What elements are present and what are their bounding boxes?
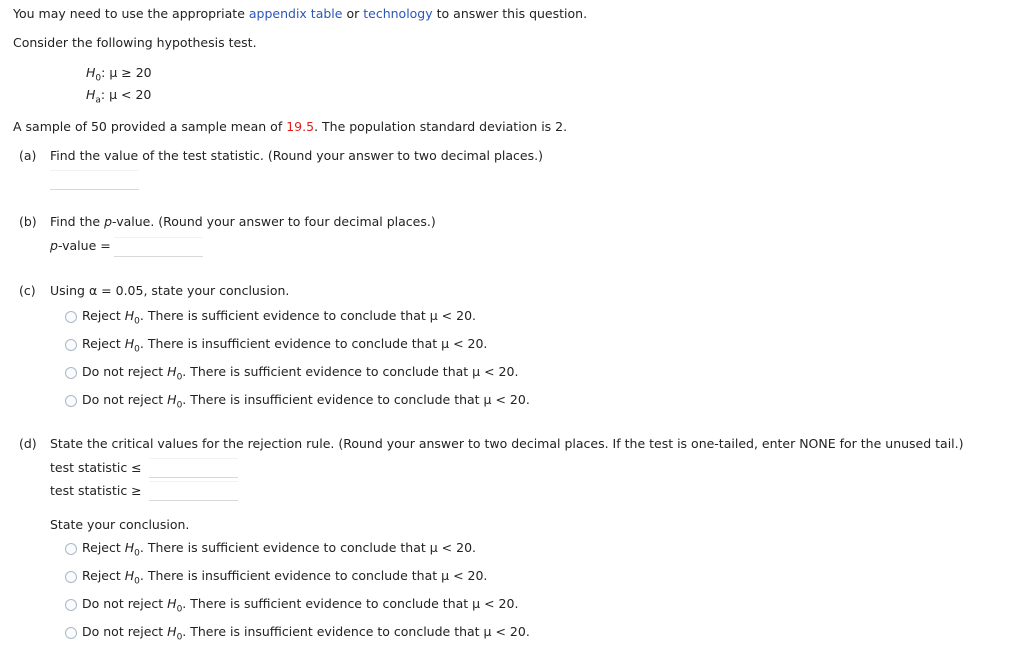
test-statistic-input[interactable] bbox=[50, 170, 139, 190]
part-c-option-1[interactable]: Reject $H_0$. There is sufficient evidence to conclude that μ < 20. bbox=[82, 308, 476, 327]
p-value-input[interactable] bbox=[114, 237, 203, 257]
null-hypothesis: $H_0$: μ ≥ 20 bbox=[86, 65, 152, 84]
part-c-radio-1[interactable] bbox=[65, 311, 77, 323]
part-a-label: (a) bbox=[19, 148, 37, 163]
alternative-hypothesis: $H_a$: μ < 20 bbox=[86, 87, 152, 106]
part-c-radio-3[interactable] bbox=[65, 367, 77, 379]
part-d-label: (d) bbox=[19, 436, 37, 451]
part-d-question: State the critical values for the rejection rule. (Round your answer to two decimal places. If the test is one-tailed, enter NONE for the unused tail.) bbox=[50, 436, 964, 451]
part-c-option-4[interactable]: Do not reject $H_0$. There is insufficient evidence to conclude that μ < 20. bbox=[82, 392, 530, 411]
conclusion-prompt: State your conclusion. bbox=[50, 517, 190, 532]
part-c-option-3[interactable]: Do not reject $H_0$. There is sufficient evidence to conclude that μ < 20. bbox=[82, 364, 519, 383]
part-d-radio-3[interactable] bbox=[65, 599, 77, 611]
part-d-radio-4[interactable] bbox=[65, 627, 77, 639]
critical-value-lower-label: test statistic ≤ bbox=[50, 460, 142, 475]
part-d-radio-1[interactable] bbox=[65, 543, 77, 555]
part-c-label: (c) bbox=[19, 283, 36, 298]
part-b-question: Find the p-value. (Round your answer to four decimal places.) bbox=[50, 214, 436, 229]
part-c-radio-2[interactable] bbox=[65, 339, 77, 351]
appendix-table-link[interactable]: appendix table bbox=[248, 6, 343, 21]
sample-mean-value: 19.5 bbox=[286, 119, 315, 134]
part-d-option-3[interactable]: Do not reject $H_0$. There is sufficient evidence to conclude that μ < 20. bbox=[82, 596, 519, 615]
part-d-radio-2[interactable] bbox=[65, 571, 77, 583]
part-d-option-1[interactable]: Reject $H_0$. There is sufficient evidence to conclude that μ < 20. bbox=[82, 540, 476, 559]
part-b-label: (b) bbox=[19, 214, 37, 229]
consider-text: Consider the following hypothesis test. bbox=[13, 35, 257, 50]
part-c-option-2[interactable]: Reject $H_0$. There is insufficient evidence to conclude that μ < 20. bbox=[82, 336, 488, 355]
part-d-option-4[interactable]: Do not reject $H_0$. There is insufficient evidence to conclude that μ < 20. bbox=[82, 624, 530, 643]
technology-link[interactable]: technology bbox=[363, 6, 433, 21]
critical-value-upper-input[interactable] bbox=[149, 481, 238, 501]
part-a-question: Find the value of the test statistic. (Round your answer to two decimal places.) bbox=[50, 148, 543, 163]
part-c-radio-4[interactable] bbox=[65, 395, 77, 407]
critical-value-lower-input[interactable] bbox=[149, 458, 238, 478]
part-d-option-2[interactable]: Reject $H_0$. There is insufficient evidence to conclude that μ < 20. bbox=[82, 568, 488, 587]
part-c-question: Using α = 0.05, state your conclusion. bbox=[50, 283, 290, 298]
p-value-label: p-value = bbox=[50, 238, 111, 253]
critical-value-upper-label: test statistic ≥ bbox=[50, 483, 142, 498]
intro-line: You may need to use the appropriate appendix table or technology to answer this question. bbox=[13, 6, 588, 21]
sample-description: A sample of 50 provided a sample mean of 19.5. The population standard deviation is 2. bbox=[13, 119, 568, 134]
